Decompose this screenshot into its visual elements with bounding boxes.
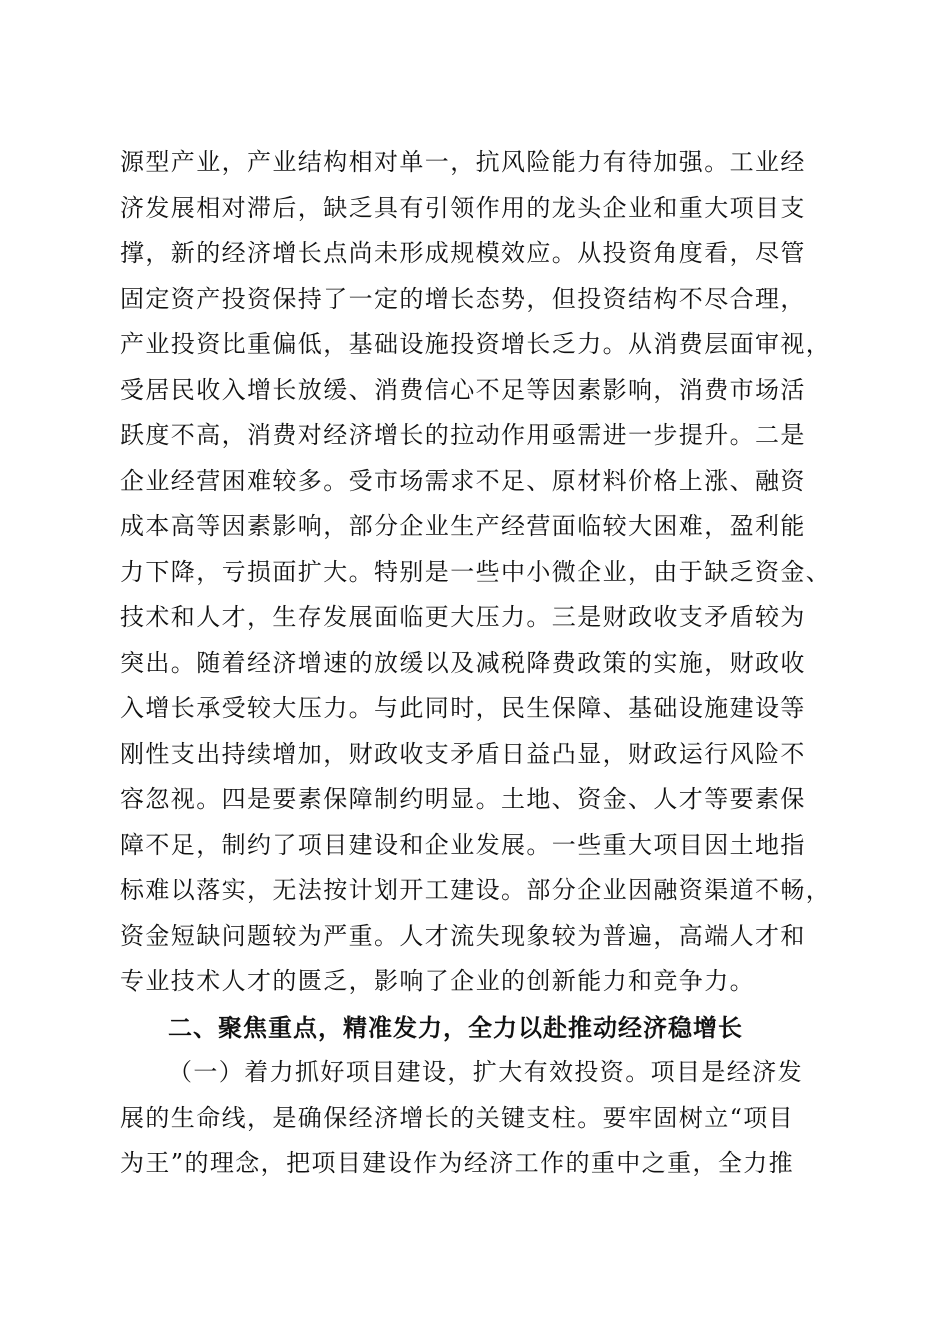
paragraph-line: 障不足，制约了项目建设和企业发展。一些重大项目因土地指 xyxy=(120,830,806,859)
paragraph-line: 标难以落实，无法按计划开工建设。部分企业因融资渠道不畅， xyxy=(120,876,832,904)
paragraph-line: 资金短缺问题较为严重。人才流失现象较为普遍，高端人才和 xyxy=(120,921,806,950)
paragraph-line: 受居民收入增长放缓、消费信心不足等因素影响，消费市场活 xyxy=(120,375,806,404)
paragraph-line: 容忽视。四是要素保障制约明显。土地、资金、人才等要素保 xyxy=(120,785,806,813)
document-body xyxy=(120,140,840,1187)
paragraph-line: 专业技术人才的匮乏，影响了企业的创新能力和竞争力。 xyxy=(120,967,755,995)
paragraph-line: 入增长承受较大压力。与此同时，民生保障、基础设施建设等 xyxy=(120,694,806,722)
section-paragraph-line: 展的生命线，是确保经济增长的关键支柱。要牢固树立“项目 xyxy=(120,1103,795,1132)
paragraph-line: 成本高等因素影响，部分企业生产经营面临较大困难，盈利能 xyxy=(120,512,806,540)
section-heading: 二、聚焦重点，精准发力，全力以赴推动经济稳增长 xyxy=(168,1012,743,1042)
paragraph-line: 固定资产投资保持了一定的增长态势，但投资结构不尽合理， xyxy=(120,284,806,313)
section-paragraph-line: （一）着力抓好项目建设，扩大有效投资。项目是经济发 xyxy=(168,1058,803,1086)
paragraph-line: 刚性支出持续增加，财政收支矛盾日益凸显，财政运行风险不 xyxy=(120,739,806,768)
paragraph-line: 济发展相对滞后，缺乏具有引领作用的龙头企业和重大项目支 xyxy=(120,193,806,222)
paragraph-line: 力下降，亏损面扩大。特别是一些中小微企业，由于缺乏资金、 xyxy=(120,557,832,586)
paragraph-line: 企业经营困难较多。受市场需求不足、原材料价格上涨、融资 xyxy=(120,466,806,495)
paragraph-line: 撑，新的经济增长点尚未形成规模效应。从投资角度看，尽管 xyxy=(120,239,806,267)
paragraph-line: 产业投资比重偏低，基础设施投资增长乏力。从消费层面审视， xyxy=(120,330,832,358)
paragraph-line: 跃度不高，消费对经济增长的拉动作用亟需进一步提升。二是 xyxy=(120,421,806,449)
section-paragraph-line: 为王”的理念，把项目建设作为经济工作的重中之重，全力推 xyxy=(120,1149,795,1177)
paragraph-line: 技术和人才，生存发展面临更大压力。三是财政收支矛盾较为 xyxy=(120,603,806,631)
paragraph-line: 源型产业，产业结构相对单一，抗风险能力有待加强。工业经 xyxy=(120,148,806,176)
paragraph-line: 突出。随着经济增速的放缓以及减税降费政策的实施，财政收 xyxy=(120,648,806,677)
